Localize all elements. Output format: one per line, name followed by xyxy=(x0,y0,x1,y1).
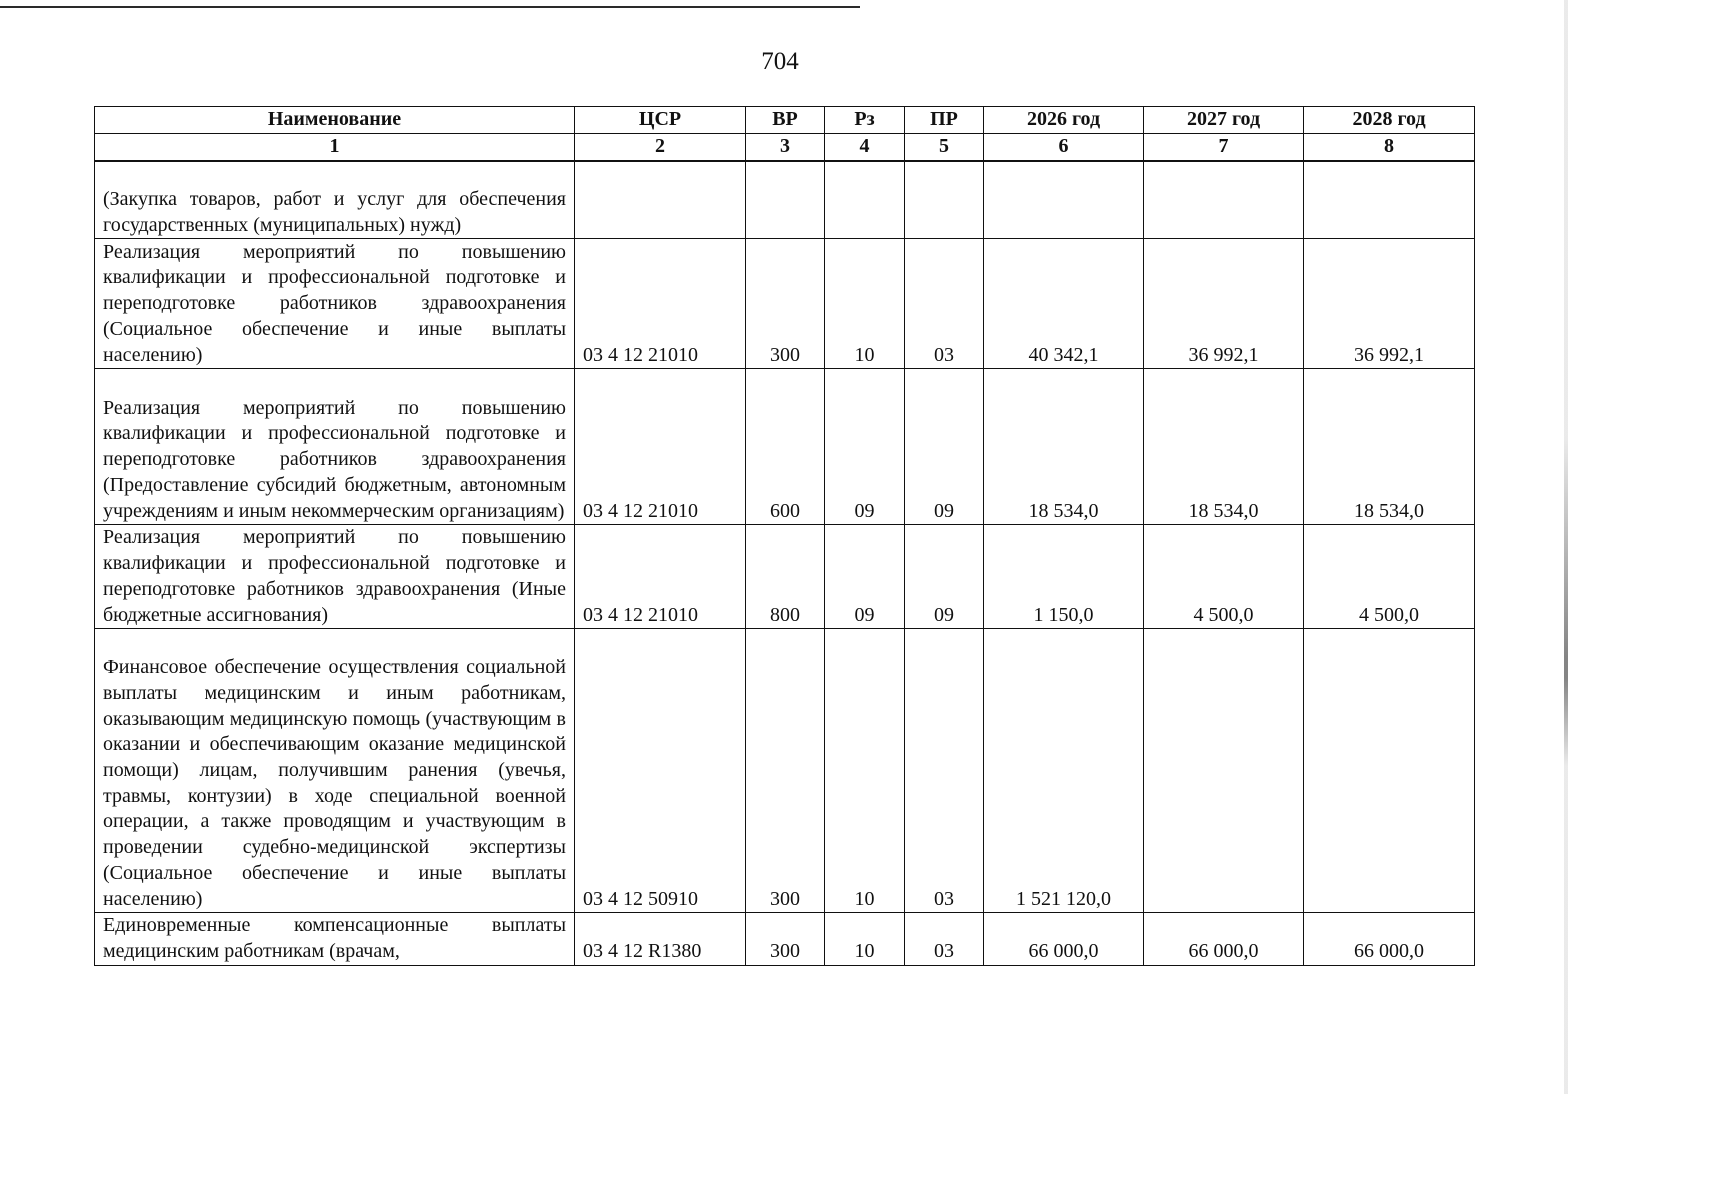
table-row xyxy=(95,369,1475,525)
row-2027: 18 534,0 xyxy=(1144,369,1304,525)
row-rz: 09 xyxy=(825,525,905,629)
row-pr: 03 xyxy=(905,629,984,913)
row-name: Реализация мероприятий по повышению квалификации и профессиональной подготовке и переподготовке работников здравоохранения (Предоставление субсидий бюджетным, автономным учреждениям и иным некоммерческим организациям) xyxy=(95,369,575,525)
row-vr xyxy=(746,161,825,239)
column-number: 7 xyxy=(1144,134,1304,161)
column-number: 6 xyxy=(984,134,1144,161)
row-2027 xyxy=(1144,161,1304,239)
row-pr: 09 xyxy=(905,369,984,525)
row-csr: 03 4 12 R1380 xyxy=(575,913,746,965)
row-2027: 66 000,0 xyxy=(1144,913,1304,965)
row-2028: 18 534,0 xyxy=(1304,369,1475,525)
row-2028: 66 000,0 xyxy=(1304,913,1475,965)
row-2026: 1 150,0 xyxy=(984,525,1144,629)
row-name: Финансовое обеспечение осуществления социальной выплаты медицинским и иным работникам, оказывающим медицинскую помощь (участвующим в оказании и обеспечивающим оказание медицинской помощи) лицам, получившим ранения (увечья, травмы, контузии) в ходе специальной военной операции, а также проводящим и участвующим в проведении судебно-медицинской экспертизы (Социальное обеспечение и иные выплаты населению) xyxy=(95,629,575,913)
scan-edge-line xyxy=(0,6,860,8)
row-2026: 18 534,0 xyxy=(984,369,1144,525)
row-2028: 36 992,1 xyxy=(1304,239,1475,369)
column-number: 2 xyxy=(575,134,746,161)
row-rz: 10 xyxy=(825,239,905,369)
row-csr: 03 4 12 21010 xyxy=(575,369,746,525)
header-pr: ПР xyxy=(905,107,984,134)
row-pr: 09 xyxy=(905,525,984,629)
page-number: 704 xyxy=(761,48,799,75)
header-2026: 2026 год xyxy=(984,107,1144,134)
row-2027 xyxy=(1144,629,1304,913)
table-row xyxy=(95,239,1475,369)
row-pr xyxy=(905,161,984,239)
row-2026: 66 000,0 xyxy=(984,913,1144,965)
row-csr xyxy=(575,161,746,239)
column-number: 5 xyxy=(905,134,984,161)
header-2028: 2028 год xyxy=(1304,107,1475,134)
row-vr: 300 xyxy=(746,913,825,965)
row-vr: 600 xyxy=(746,369,825,525)
row-rz: 10 xyxy=(825,913,905,965)
row-rz: 09 xyxy=(825,369,905,525)
row-vr: 800 xyxy=(746,525,825,629)
column-number: 4 xyxy=(825,134,905,161)
table-header-row xyxy=(95,107,1475,134)
row-2028 xyxy=(1304,161,1475,239)
row-vr: 300 xyxy=(746,629,825,913)
row-name: Реализация мероприятий по повышению квалификации и профессиональной подготовке и переподготовке работников здравоохранения (Социальное обеспечение и иные выплаты населению) xyxy=(95,239,575,369)
table-row xyxy=(95,161,1475,239)
row-csr: 03 4 12 21010 xyxy=(575,525,746,629)
row-pr: 03 xyxy=(905,239,984,369)
header-rz: Рз xyxy=(825,107,905,134)
column-number-row xyxy=(95,134,1475,161)
column-number: 3 xyxy=(746,134,825,161)
row-2027: 36 992,1 xyxy=(1144,239,1304,369)
header-vr: ВР xyxy=(746,107,825,134)
header-csr: ЦСР xyxy=(575,107,746,134)
row-2026: 40 342,1 xyxy=(984,239,1144,369)
table-row xyxy=(95,913,1475,965)
row-rz xyxy=(825,161,905,239)
budget-table xyxy=(94,106,1475,966)
row-2026 xyxy=(984,161,1144,239)
row-csr: 03 4 12 50910 xyxy=(575,629,746,913)
row-csr: 03 4 12 21010 xyxy=(575,239,746,369)
row-name: Реализация мероприятий по повышению квалификации и профессиональной подготовке и переподготовке работников здравоохранения (Иные бюджетные ассигнования) xyxy=(95,525,575,629)
row-vr: 300 xyxy=(746,239,825,369)
table-row xyxy=(95,629,1475,913)
row-2027: 4 500,0 xyxy=(1144,525,1304,629)
row-2026: 1 521 120,0 xyxy=(984,629,1144,913)
row-rz: 10 xyxy=(825,629,905,913)
column-number: 1 xyxy=(95,134,575,161)
column-number: 8 xyxy=(1304,134,1475,161)
row-2028 xyxy=(1304,629,1475,913)
header-name: Наименование xyxy=(95,107,575,134)
row-2028: 4 500,0 xyxy=(1304,525,1475,629)
table-row xyxy=(95,525,1475,629)
row-name: Единовременные компенсационные выплаты медицинским работникам (врачам, xyxy=(95,913,575,965)
scan-margin-mark xyxy=(1564,0,1568,1094)
row-name: (Закупка товаров, работ и услуг для обеспечения государственных (муниципальных) нужд) xyxy=(95,161,575,239)
row-pr: 03 xyxy=(905,913,984,965)
header-2027: 2027 год xyxy=(1144,107,1304,134)
